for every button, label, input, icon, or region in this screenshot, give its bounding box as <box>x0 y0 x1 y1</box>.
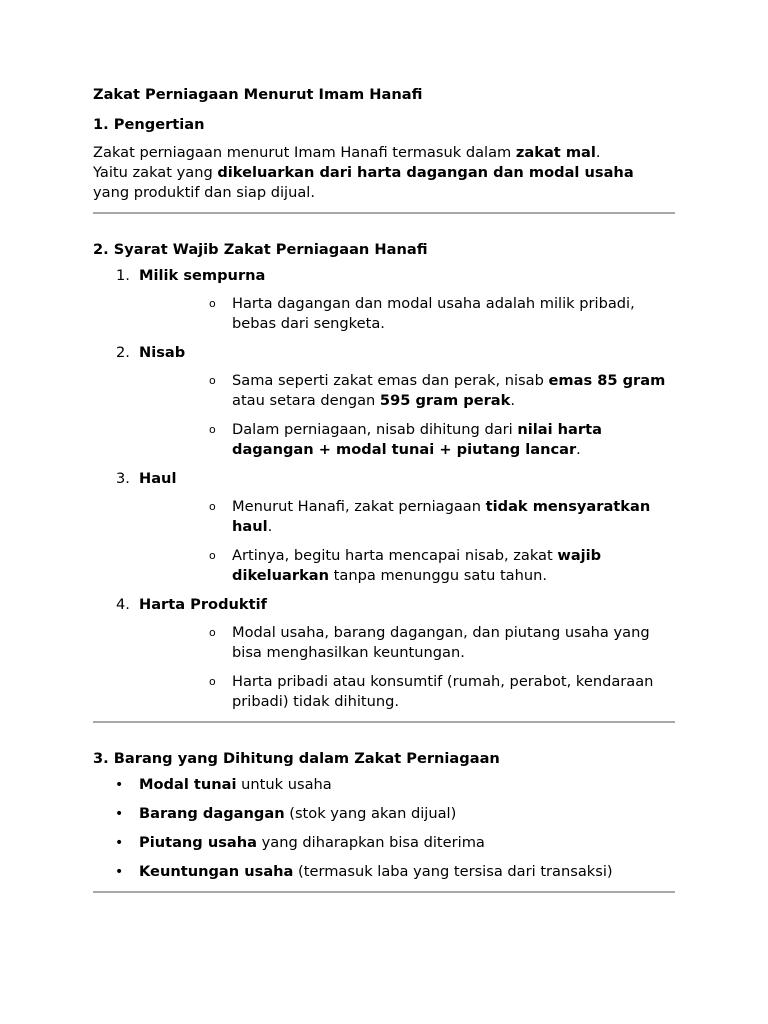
list-item: • Barang dagangan (stok yang akan dijual) <box>115 805 457 822</box>
bullet-icon: • <box>115 777 124 793</box>
sub-list-item: o Harta dagangan dan modal usaha adalah milik pribadi, bebas dari sengketa. <box>209 295 635 332</box>
circle-bullet-icon: o <box>209 297 216 310</box>
sub-list-item: o Menurut Hanafi, zakat perniagaan tidak mensyaratkan haul. <box>209 498 651 535</box>
divider <box>93 891 675 893</box>
requirements-list <box>93 266 675 712</box>
sub-list-item: o Dalam perniagaan, nisab dihitung dari nilai harta dagangan + modal tunai + piutang lancar. <box>209 421 602 458</box>
document-page <box>93 85 675 893</box>
section-1-heading: 1. Pengertian <box>93 116 205 133</box>
document-title: Zakat Perniagaan Menurut Imam Hanafi <box>93 86 423 103</box>
list-item: 3. Haul o Menurut Hanafi, zakat perniagaan tidak mensyaratkan haul. o Artinya, begitu harta mencapai nisab, zakat wajib dikeluarkan tanpa menunggu satu tahun. <box>93 469 675 586</box>
circle-bullet-icon: o <box>209 675 216 688</box>
bullet-icon: • <box>115 864 124 880</box>
section-1-paragraph: Zakat perniagaan menurut Imam Hanafi termasuk dalam zakat mal. Yaitu zakat yang dikeluarkan dari harta dagangan dan modal usaha yang produktif dan siap dijual. <box>93 144 634 201</box>
counted-goods-list <box>93 775 675 882</box>
circle-bullet-icon: o <box>209 500 216 513</box>
sub-list-item: o Modal usaha, barang dagangan, dan piutang usaha yang bisa menghasilkan keuntungan. <box>209 624 650 661</box>
sub-list-item: o Harta pribadi atau konsumtif (rumah, perabot, kendaraan pribadi) tidak dihitung. <box>209 673 654 710</box>
bullet-icon: • <box>115 806 124 822</box>
section-2-heading: 2. Syarat Wajib Zakat Perniagaan Hanafi <box>93 241 428 258</box>
circle-bullet-icon: o <box>209 626 216 639</box>
divider <box>93 212 675 214</box>
list-item: 2. Nisab o Sama seperti zakat emas dan perak, nisab emas 85 gram atau setara dengan 595 gram perak. o Dalam perniagaan, nisab dihitung dari nilai harta dagangan + modal tunai + piutang lancar. <box>93 343 675 460</box>
list-item: 1. Milik sempurna o Harta dagangan dan modal usaha adalah milik pribadi, bebas dari sengketa. <box>93 266 675 334</box>
circle-bullet-icon: o <box>209 423 216 436</box>
sub-list-item: o Artinya, begitu harta mencapai nisab, zakat wajib dikeluarkan tanpa menunggu satu tahun. <box>209 547 602 584</box>
list-item: • Piutang usaha yang diharapkan bisa diterima <box>115 834 485 851</box>
list-item: 4. Harta Produktif o Modal usaha, barang dagangan, dan piutang usaha yang bisa menghasilkan keuntungan. o Harta pribadi atau konsumtif (rumah, perabot, kendaraan pribadi) tidak dihitung. <box>93 595 675 712</box>
bullet-icon: • <box>115 835 124 851</box>
divider <box>93 721 675 723</box>
circle-bullet-icon: o <box>209 549 216 562</box>
list-item: • Modal tunai untuk usaha <box>115 776 332 793</box>
list-item: • Keuntungan usaha (termasuk laba yang tersisa dari transaksi) <box>115 863 613 880</box>
section-3-heading: 3. Barang yang Dihitung dalam Zakat Perniagaan <box>93 750 500 767</box>
circle-bullet-icon: o <box>209 374 216 387</box>
sub-list-item: o Sama seperti zakat emas dan perak, nisab emas 85 gram atau setara dengan 595 gram perak. <box>209 372 666 409</box>
